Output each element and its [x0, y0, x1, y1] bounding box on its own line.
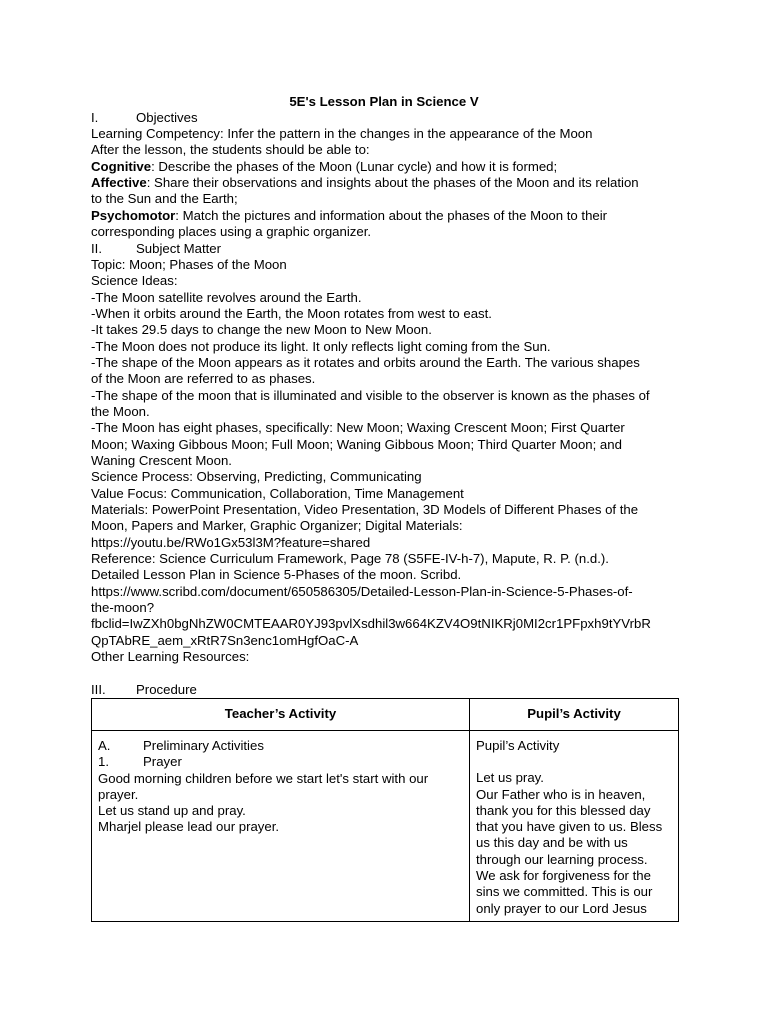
section-title: Objectives — [136, 110, 198, 125]
subject-line: -The shape of the Moon appears as it rotates and orbits around the Earth. The various shapes — [91, 355, 640, 370]
section-heading-procedure — [91, 682, 197, 698]
subject-line: Moon; Waxing Gibbous Moon; Full Moon; Waning Gibbous Moon; Third Quarter Moon; and — [91, 437, 622, 452]
subject-line: Materials: PowerPoint Presentation, Video Presentation, 3D Models of Different Phases of the — [91, 502, 639, 517]
pupil-line: sins we committed. This is our — [476, 884, 653, 900]
table-row — [92, 731, 679, 922]
objective-affective-cont: to the Sun and the Earth; — [91, 191, 238, 206]
teacher-line: Mharjel please lead our prayer. — [98, 819, 280, 835]
section-title: Subject Matter — [136, 241, 222, 256]
pupil-line: thank you for this blessed day — [476, 802, 651, 818]
teacher-line: Good morning children before we start let's start with our — [98, 770, 429, 786]
section-number: II. — [91, 241, 102, 256]
activity-title: Prayer — [143, 754, 182, 770]
objective-label: Affective — [91, 175, 147, 190]
subject-line: Other Learning Resources: — [91, 649, 250, 664]
reference-link[interactable]: QpTAbRE_aem_xRtR7Sn3enc1omHgfOaC-A — [91, 633, 359, 648]
column-header-pupil: Pupil’s Activity — [470, 699, 679, 731]
subject-line: Waning Crescent Moon. — [91, 453, 232, 468]
pupil-line: through our learning process. — [476, 851, 648, 867]
procedure-table — [91, 698, 679, 922]
subject-line: Reference: Science Curriculum Framework, Page 78 (S5FE-IV-h-7), Mapute, R. P. (n.d.). — [91, 551, 609, 566]
objective-affective — [91, 175, 639, 191]
video-link[interactable]: https://youtu.be/RWo1Gx53l3M?feature=shared — [91, 535, 371, 550]
column-header-teacher: Teacher’s Activity — [92, 699, 470, 731]
pupil-line: only prayer to our Lord Jesus — [476, 900, 647, 916]
objective-cognitive — [91, 159, 557, 175]
section-number: I. — [91, 110, 99, 125]
pupil-line: Let us pray. — [476, 770, 544, 786]
objective-text: : Share their observations and insights about the phases of the Moon and its relation — [146, 175, 639, 190]
section-heading-objectives — [91, 110, 198, 126]
section-heading-subject-matter — [91, 241, 221, 257]
section-title: Procedure — [136, 682, 197, 697]
blank-line — [476, 754, 672, 770]
objective-label: Cognitive — [91, 159, 152, 174]
activity-title: Preliminary Activities — [143, 738, 264, 753]
reference-link[interactable]: https://www.scribd.com/document/650586305/Detailed-Lesson-Plan-in-Science-5-Phases-of- — [91, 584, 633, 599]
pupil-activity-cell — [470, 731, 679, 922]
objective-label: Psychomotor — [91, 208, 176, 223]
subject-line: the Moon. — [91, 404, 150, 419]
subject-line: Science Ideas: — [91, 273, 178, 288]
subject-line: Science Process: Observing, Predicting, Communicating — [91, 469, 422, 484]
objective-text: : Match the pictures and information about the phases of the Moon to their — [175, 208, 608, 223]
subject-line: Moon, Papers and Marker, Graphic Organizer; Digital Materials: — [91, 518, 463, 533]
activity-heading — [98, 738, 463, 754]
subject-line: -The Moon does not produce its light. It only reflects light coming from the Sun. — [91, 339, 551, 354]
pupil-line: that you have given to us. Bless — [476, 819, 663, 835]
subject-line: -The shape of the moon that is illuminated and visible to the observer is known as the phases of — [91, 388, 650, 403]
subject-line: Value Focus: Communication, Collaboration, Time Management — [91, 486, 464, 501]
pupil-activity-heading: Pupil’s Activity — [476, 738, 560, 753]
objective-text: : Describe the phases of the Moon (Lunar cycle) and how it is formed; — [151, 159, 558, 174]
objective-psychomotor — [91, 208, 607, 224]
list-marker: 1. — [98, 754, 109, 770]
teacher-line: Let us stand up and pray. — [98, 803, 246, 819]
reference-link[interactable]: fbclid=IwZXh0bgNhZW0CMTEAAR0YJ93pvlXsdhil3w664KZV4O9tNIKRj0MI2cr1PFpxh9tYVrbR — [91, 616, 651, 631]
subject-line: -When it orbits around the Earth, the Moon rotates from west to east. — [91, 306, 492, 321]
objective-psychomotor-cont: corresponding places using a graphic organizer. — [91, 224, 372, 239]
table-header-row — [92, 699, 679, 731]
objectives-intro: After the lesson, the students should be able to: — [91, 142, 370, 157]
pupil-line: Our Father who is in heaven, — [476, 786, 646, 802]
learning-competency: Learning Competency: Infer the pattern in the changes in the appearance of the Moon — [91, 126, 593, 141]
subject-line: -It takes 29.5 days to change the new Moon to New Moon. — [91, 322, 432, 337]
pupil-line: We ask for forgiveness for the — [476, 868, 651, 884]
teacher-activity-cell — [92, 731, 470, 922]
subject-line: Topic: Moon; Phases of the Moon — [91, 257, 287, 272]
section-number: III. — [91, 682, 106, 697]
subject-line: -The Moon has eight phases, specifically: New Moon; Waxing Crescent Moon; First Quarter — [91, 420, 625, 435]
activity-subheading — [98, 754, 463, 770]
reference-link[interactable]: the-moon? — [91, 600, 155, 615]
teacher-line: prayer. — [98, 786, 139, 802]
subject-line: -The Moon satellite revolves around the Earth. — [91, 290, 362, 305]
subject-line: of the Moon are referred to as phases. — [91, 371, 316, 386]
list-marker: A. — [98, 738, 111, 753]
pupil-line: us this day and be with us — [476, 835, 628, 851]
page-title: 5E's Lesson Plan in Science V — [289, 94, 479, 109]
subject-line: Detailed Lesson Plan in Science 5-Phases of the moon. Scribd. — [91, 567, 462, 582]
